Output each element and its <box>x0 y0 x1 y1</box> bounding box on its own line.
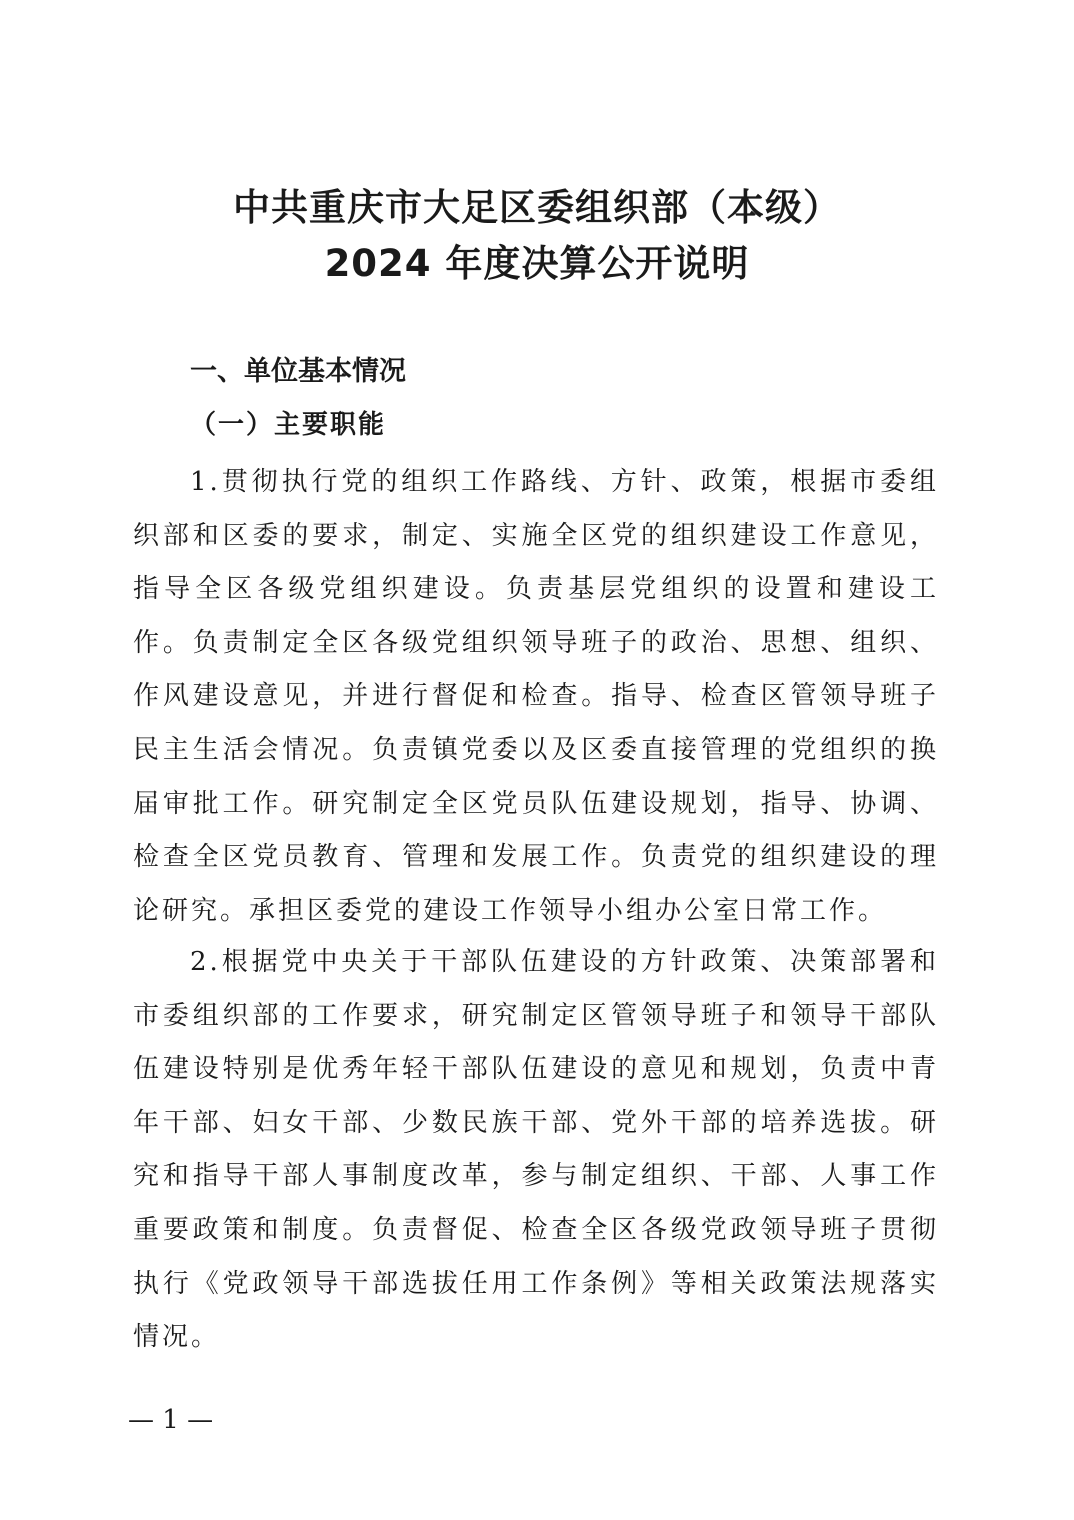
paragraph-1: 1.贯彻执行党的组织工作路线、方针、政策，根据市委组织部和区委的要求，制定、实施全区党的组织建设工作意见，指导全区各级党组织建设。负责基层党组织的设置和建设工作。负责制定全区各级党组织领导班子的政治、思想、组织、作风建设意见，并进行督促和检查。指导、检查区管领导班子民主生活会情况。负责镇党委以及区委直接管理的党组织的换届审批工作。研究制定全区党员队伍建设规划，指导、协调、检查全区党员教育、管理和发展工作。负责党的组织建设的理论研究。承担区委党的建设工作领导小组办公室日常工作。 <box>133 467 939 926</box>
document-title-line1: 中共重庆市大足区委组织部（本级） <box>233 186 841 229</box>
paragraph-2: 2.根据党中央关于干部队伍建设的方针政策、决策部署和市委组织部的工作要求，研究制定区管领导班子和领导干部队伍建设特别是优秀年轻干部队伍建设的意见和规划，负责中青年干部、妇女干部、少数民族干部、党外干部的培养选拔。研究和指导干部人事制度改革，参与制定组织、干部、人事工作重要政策和制度。负责督促、检查全区各级党政领导班子贯彻执行《党政领导干部选拔任用工作条例》等相关政策法规落实情况。 <box>133 947 939 1353</box>
document-title-line2: 2024 年度决算公开说明 <box>324 242 750 285</box>
subsection-heading: （一）主要职能 <box>190 410 387 440</box>
page-number: — 1 — <box>128 1405 214 1435</box>
section-heading: 一、单位基本情况 <box>190 356 406 387</box>
